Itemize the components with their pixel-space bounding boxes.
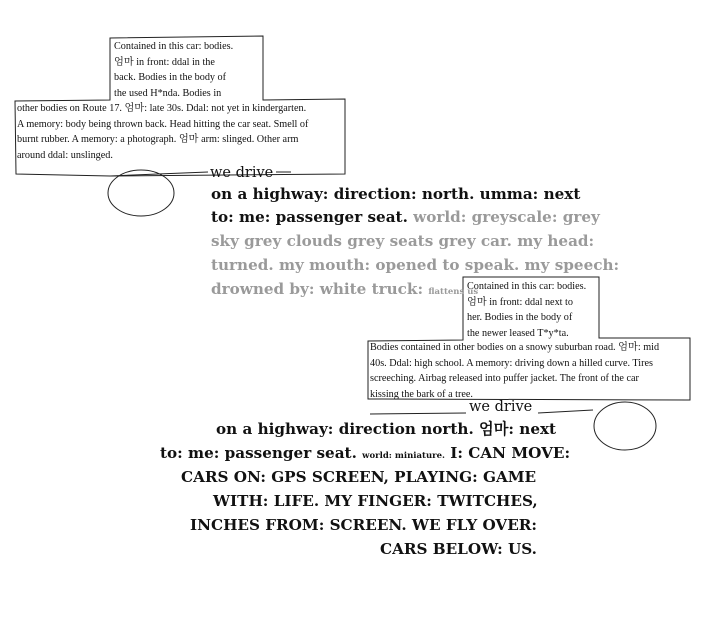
second-stanza-line: CARS ON: GPS SCREEN, PLAYING: GAME — [181, 468, 537, 486]
top-box-line: around ddal: unslinged. — [17, 149, 113, 161]
second-stanza-text: to: me: passenger seat. — [160, 444, 357, 462]
second-box-line: 엄마 in front: ddal next to — [467, 296, 573, 308]
second-box-line: her. Bodies in the body of — [467, 312, 573, 324]
second-stanza-line: on a highway: direction north. 엄마: next — [216, 420, 557, 438]
top-box-line: the used H*nda. Bodies in — [114, 87, 222, 99]
top-box-line: burnt rubber. A memory: a photograph. 엄마 arm: slinged. Other arm — [17, 134, 299, 146]
top-box-line: other bodies on Route 17. 엄마: late 30s. Ddal: not yet in kindergarten. — [17, 103, 307, 114]
second-drive-underline — [538, 410, 593, 413]
second-box-line: kissing the bark of a tree. — [370, 388, 473, 400]
second-box-line: Bodies contained in other bodies on a snowy suburban road. 엄마: mid — [370, 342, 660, 353]
second-we-drive: we drive — [469, 399, 533, 415]
first-stanza-line — [211, 206, 600, 230]
second-stanza-line: CARS BELOW: US. — [380, 540, 537, 558]
second-box-line: screeching. Airbag released into puffer jacket. The front of the car — [370, 373, 639, 385]
first-stanza-line — [211, 278, 478, 305]
second-stanza-line: WITH: LIFE. MY FINGER: TWITCHES, — [213, 492, 538, 510]
second-box-text — [467, 279, 586, 341]
top-box-line: 엄마 in front: ddal in the — [114, 56, 215, 68]
second-stanza-text: I: CAN MOVE: — [450, 444, 571, 462]
top-box-line: A memory: body being thrown back. Head hitting the car seat. Smell of — [17, 118, 309, 130]
first-stanza-line: turned. my mouth: opened to speak. my speech: — [211, 256, 620, 274]
first-stanza-grey-text: drowned by: white truck: — [211, 280, 424, 298]
second-box-line: the newer leased T*y*ta. — [467, 327, 569, 339]
second-stanza-line: INCHES FROM: SCREEN. WE FLY OVER: — [190, 516, 537, 534]
top-circle — [108, 170, 174, 216]
second-box-line: 40s. Ddal: high school. A memory: driving down a hilled curve. Tires — [370, 357, 653, 369]
first-stanza-grey-text: world: greyscale: grey — [413, 208, 600, 226]
second-underline — [370, 413, 466, 414]
first-stanza-tiny-text: flattens us — [428, 287, 479, 297]
top-box-wide-text — [17, 101, 308, 163]
first-stanza-line: sky grey clouds grey seats grey car. my head: — [211, 232, 595, 250]
top-box-line: back. Bodies in the body of — [114, 72, 227, 84]
top-box-text — [114, 39, 233, 101]
second-circle — [594, 402, 656, 450]
top-box-line: Contained in this car: bodies. — [114, 41, 234, 52]
second-stanza-line — [160, 442, 570, 469]
second-box-wide-text — [370, 340, 659, 402]
second-box-line: Contained in this car: bodies. — [467, 281, 587, 292]
second-stanza-tiny-text: world: miniature. — [362, 451, 445, 461]
first-stanza-black-text: to: me: passenger seat. — [211, 208, 408, 226]
first-stanza-line: on a highway: direction: north. umma: next — [211, 185, 581, 203]
first-we-drive: we drive — [210, 165, 274, 181]
